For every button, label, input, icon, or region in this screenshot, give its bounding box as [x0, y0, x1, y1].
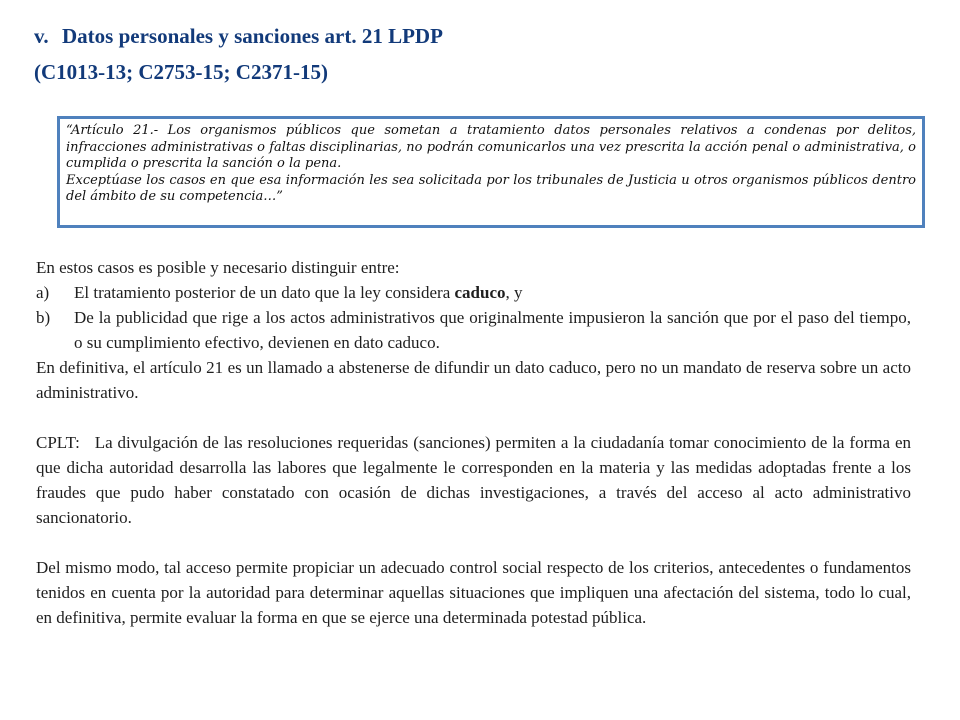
list-text-a-before: El tratamiento posterior de un dato que la ley considera [74, 283, 455, 302]
cplt-paragraph: CPLT: La divulgación de las resoluciones requeridas (sanciones) permiten a la ciudadanía tomar conocimiento de la forma en que dicha autoridad desarrolla las labores que legalmente le corresponden en la materia y las medidas adoptadas frente a los fraudes que pudo haber constatado con ocasión de dichas investigaciones, a través del acceso al acto administrativo sancionatorio. [36, 433, 916, 527]
slide-heading [34, 18, 443, 90]
caduco-term: caduco [454, 283, 506, 302]
spacer [36, 405, 911, 430]
heading-references: (C1013-13; C2753-15; C2371-15) [34, 60, 328, 84]
heading-title: Datos personales y sanciones art. 21 LPDP [62, 24, 443, 48]
list-text-a [74, 280, 911, 305]
intro-paragraph: En estos casos es posible y necesario distinguir entre: [36, 258, 400, 277]
heading-title-line [34, 18, 443, 54]
list-item-a [36, 280, 911, 305]
heading-number: v. [34, 24, 49, 48]
conclusion-paragraph: En definitiva, el artículo 21 es un llamado a abstenerse de difundir un dato caduco, pero no un mandato de reserva sobre un acto administrativo. [36, 358, 911, 402]
list-text-b: De la publicidad que rige a los actos administrativos que originalmente impusieron la sanción que por el paso del tiempo, o su cumplimiento efectivo, devienen en dato caduco. [74, 308, 911, 352]
body-text [36, 255, 916, 630]
article-quote-box [57, 116, 925, 228]
list-text-a-after: , y [505, 283, 523, 302]
list-marker-b: b) [36, 308, 51, 327]
spacer [36, 530, 911, 555]
closing-paragraph: Del mismo modo, tal acceso permite propiciar un adecuado control social respecto de los criterios, antecedentes o fundamentos tenidos en cuenta por la autoridad para determinar aquellas situaciones que impliquen una afectación del sistema, todo lo cual, en definitiva, permite evaluar la forma en que se ejerce una determinada potestad pública. [36, 558, 911, 627]
list-item-b [36, 305, 911, 355]
quote-paragraph-1: “Artículo 21.- Los organismos públicos que sometan a tratamiento datos personales relativos a condenas por delitos, infracciones administrativas o faltas disciplinarias, no podrán comunicarlos una vez prescrita la acción penal o administrativa, o cumplida o prescrita la sanción o la pena. [66, 123, 916, 171]
list-marker-a: a) [36, 283, 50, 302]
quote-paragraph-2: Exceptúase los casos en que esa información les sea solicitada por los tribunales de Justicia u otros organismos públicos dentro del ámbito de su competencia…” [66, 172, 916, 204]
